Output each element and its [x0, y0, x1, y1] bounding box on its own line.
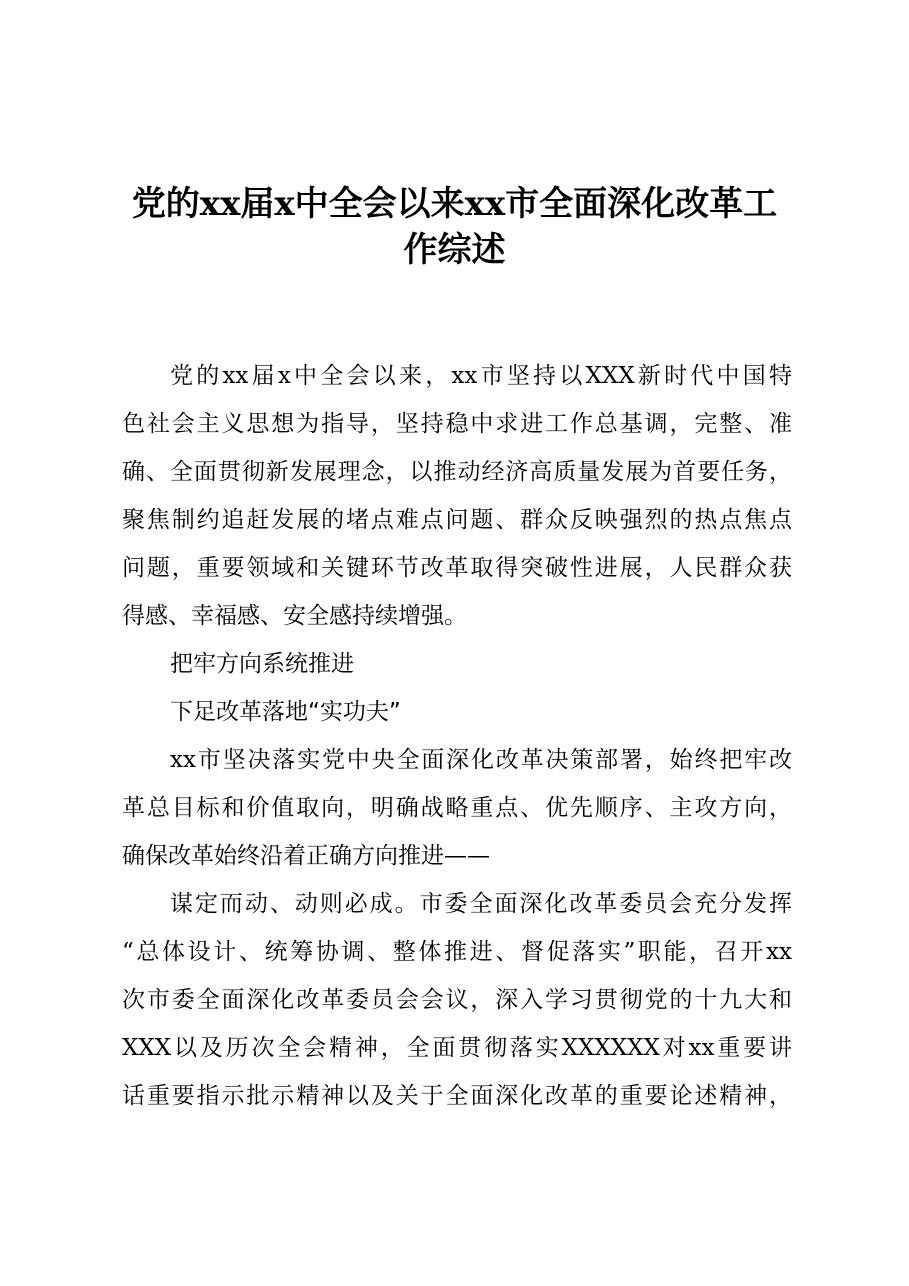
paragraph-line: 色社会主义思想为指导，坚持稳中求进工作总基调，完整、准: [122, 411, 792, 437]
paragraph-line: xx市坚决落实党中央全面深化改革决策部署，始终把牢改: [170, 747, 792, 773]
section-heading-2: 下足改革落地“实功夫”: [170, 699, 401, 725]
paragraph-line: “总体设计、统筹协调、整体推进、督促落实”职能，召开xx: [122, 939, 792, 965]
paragraph-planning: [122, 880, 792, 1120]
paragraph-line: 话重要指示批示精神以及关于全面深化改革的重要论述精神，: [122, 1083, 792, 1109]
section-heading-1: 把牢方向系统推进: [170, 651, 354, 677]
document-title-line-2: 作综述: [403, 230, 506, 270]
paragraph-line: 问题，重要领域和关键环节改革取得突破性进展，人民群众获: [122, 555, 792, 581]
paragraph-line: 得感、幸福感、安全感持续增强。: [122, 603, 467, 629]
paragraph-line: XXX以及历次全会精神，全面贯彻落实XXXXXX对xx重要讲: [122, 1035, 792, 1061]
document-title-line-1: 党的xx届x中全会以来xx市全面深化改革工: [131, 184, 778, 224]
paragraph-line: 谋定而动、动则必成。市委全面深化改革委员会充分发挥: [170, 891, 792, 917]
paragraph-line: 聚焦制约追赶发展的堵点难点问题、群众反映强烈的热点焦点: [122, 507, 792, 533]
paragraph-intro: [122, 352, 792, 640]
paragraph-line: 革总目标和价值取向，明确战略重点、优先顺序、主攻方向，: [122, 795, 792, 821]
paragraph-direction: [122, 736, 792, 880]
paragraph-line: 次市委全面深化改革委员会会议，深入学习贯彻党的十九大和: [122, 987, 792, 1013]
paragraph-line: 确保改革始终沿着正确方向推进——: [122, 843, 490, 869]
paragraph-line: 党的xx届x中全会以来，xx市坚持以XXX新时代中国特: [170, 363, 792, 389]
paragraph-line: 确、全面贯彻新发展理念，以推动经济高质量发展为首要任务，: [122, 459, 792, 485]
